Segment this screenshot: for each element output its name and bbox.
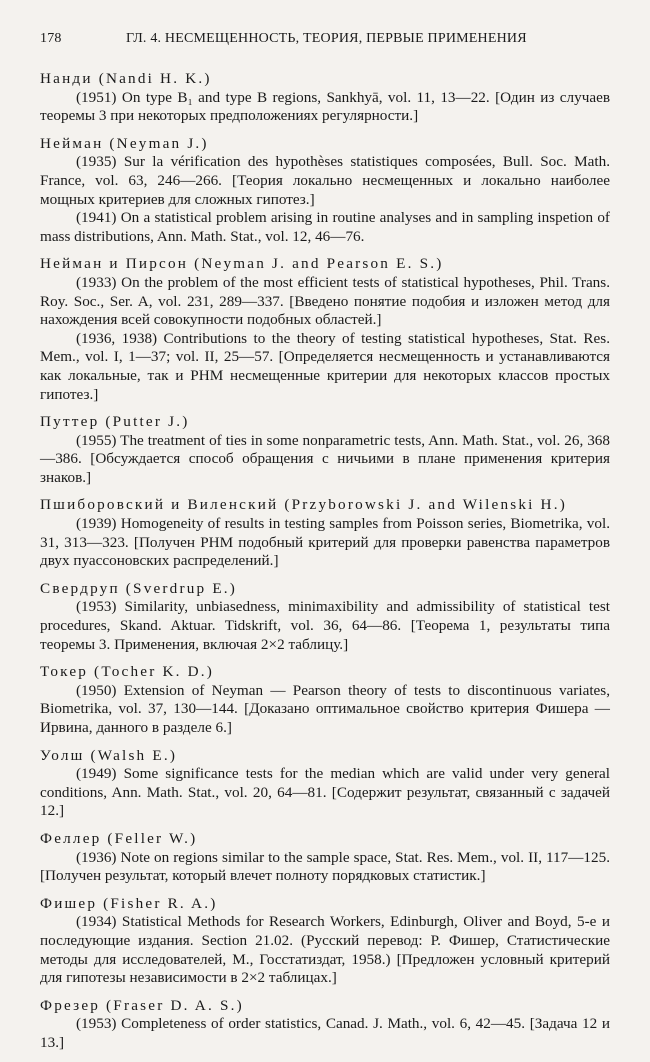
bib-entry xyxy=(40,135,610,247)
bib-entry xyxy=(40,413,610,487)
bib-author: Токер (Tocher K. D.) xyxy=(40,663,215,681)
bib-author: Нанди (Nandi H. K.) xyxy=(40,70,212,87)
bib-author: Нейман (Neyman J.) xyxy=(40,134,209,152)
bib-reference: (1935) Sur la vérification des hypothèses statistiques composées, Bull. Soc. Math. France, vol. 63, 246—266. [Теория локально несмещенных и локально наиболее мощных критериев для сложных гипотез.] xyxy=(40,153,610,208)
bib-entry xyxy=(40,255,610,404)
bib-entry xyxy=(40,997,610,1053)
bib-reference: (1934) Statistical Methods for Research Workers, Edinburgh, Oliver and Boyd, 5-е и последующие издания. Section 21.02. (Русский перевод: Р. Фишер, Статистические методы для исследователей, М., Госстатиздат, 1958.) [Предложен условный критерий для гипотезы независимости в 2×2 таблицах.] xyxy=(40,913,610,987)
page-header xyxy=(40,30,610,50)
bib-author: Уолш (Walsh E.) xyxy=(40,746,178,764)
bib-author: Фрезер (Fraser D. A. S.) xyxy=(40,996,244,1014)
bib-reference: (1953) Similarity, unbiasedness, minimaxibility and admissibility of statistical test procedures, Skand. Aktuar. Tidskrift, vol. 36, 64—86. [Теорема 1, результаты типа теоремы 3. Применения, включая 2×2 таблицу.] xyxy=(40,598,610,653)
bib-author: Свердруп (Sverdrup E.) xyxy=(40,579,238,597)
bib-author: Путтер (Putter J.) xyxy=(40,413,190,431)
bib-author: Фишер (Fisher R. A.) xyxy=(40,894,218,912)
bib-reference: (1941) On a statistical problem arising in routine analyses and in sampling inspetion of mass distributions, Ann. Math. Stat., vol. 12, 46—76. xyxy=(40,209,610,245)
bib-reference: (1951) On type B₁ and type B regions, Sankhyā, vol. 11, 13—22. [Один из случаев теоремы 3 при некоторых предположениях регулярности.] xyxy=(40,88,610,125)
bib-reference: (1953) Completeness of order statistics, Canad. J. Math., vol. 6, 42—45. [Задача 12 и 13.] xyxy=(40,1015,610,1051)
bib-entry xyxy=(40,663,610,737)
bib-reference: (1950) Extension of Neyman — Pearson theory of tests to discontinuous variates, Biometrika, vol. 37, 130—144. [Доказано оптимальное свойство критерия Фишера — Ирвина, данного в разделе 6.] xyxy=(40,681,610,736)
bib-reference: (1936) Note on regions similar to the sample space, Stat. Res. Mem., vol. II, 117—125. [Получен результат, который влечет полноту порядковых статистик.] xyxy=(40,848,610,885)
bib-author: Феллер (Feller W.) xyxy=(40,829,198,847)
bib-reference: (1936, 1938) Contributions to the theory of testing statistical hypotheses, Stat. Res. Mem., vol. I, 1—37; vol. II, 25—57. [Определяется несмещенность и устанавливаются как локальные, так и РНМ несмещенные критерии для некоторых классов простых гипотез.] xyxy=(40,329,610,403)
bib-reference: (1955) The treatment of ties in some nonparametric tests, Ann. Math. Stat., vol. 26, 368—386. [Обсуждается способ обращения с ничьими в плане применения критерия знаков.] xyxy=(40,431,610,486)
bib-reference: (1933) On the problem of the most efficient tests of statistical hypotheses, Phil. Trans. Roy. Soc., Ser. A, vol. 231, 289—337. [Введено понятие подобия и изложен метод для нахождения всей совокупности подобных областей.] xyxy=(40,273,610,329)
bib-author: Пшиборовский и Виленский (Przyborowski J. and Wilenski H.) xyxy=(40,496,567,514)
running-head: ГЛ. 4. НЕСМЕЩЕННОСТЬ, ТЕОРИЯ, ПЕРВЫЕ ПРИМЕНЕНИЯ xyxy=(126,31,527,46)
bib-reference: (1949) Some significance tests for the median which are valid under very general conditions, Ann. Math. Stat., vol. 20, 64—81. [Содержит результат, связанный с задачей 12.] xyxy=(40,765,610,820)
bib-entry xyxy=(40,70,610,126)
bib-entry xyxy=(40,496,610,570)
bib-reference: (1939) Homogeneity of results in testing samples from Poisson series, Biometrika, vol. 31, 313—323. [Получен РНМ подобный критерий для проверки равенства параметров двух пуассоновских распределений.] xyxy=(40,515,610,570)
bib-author: Нейман и Пирсон (Neyman J. and Pearson E. S.) xyxy=(40,255,444,273)
bib-entry xyxy=(40,747,610,821)
bib-entry xyxy=(40,830,610,886)
bib-entry xyxy=(40,580,610,654)
page-number: 178 xyxy=(40,31,62,46)
bib-entry xyxy=(40,895,610,988)
bibliography xyxy=(40,70,610,1062)
